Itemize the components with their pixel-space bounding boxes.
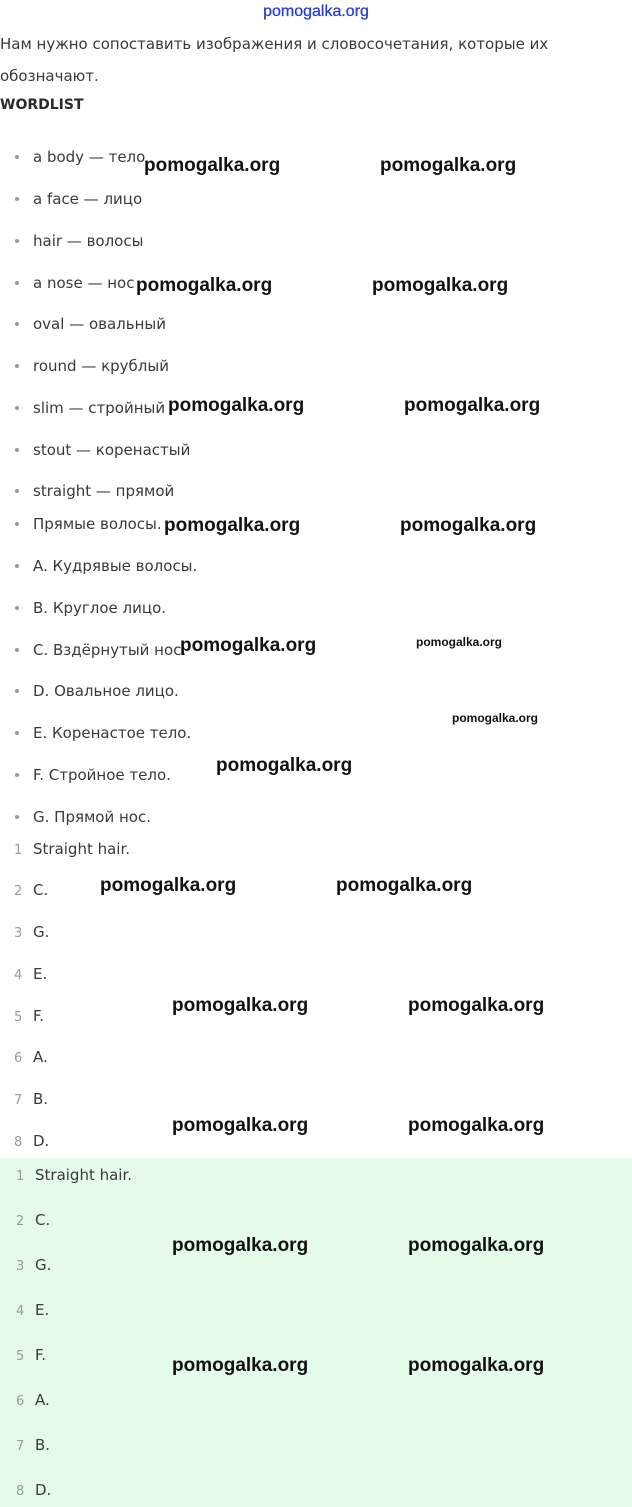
- answer-number: 3: [16, 1259, 25, 1274]
- watermark: pomogalka.org: [172, 1115, 309, 1136]
- list-item: a face — лицо: [33, 185, 142, 213]
- list-item: C. Вздёрнутый нос.: [33, 636, 186, 664]
- bullet-icon: [15, 448, 19, 452]
- answer-row: [0, 1085, 48, 1113]
- watermark: pomogalka.org: [100, 875, 237, 896]
- answer-number: 5: [16, 1349, 25, 1364]
- answer-text: E.: [33, 965, 48, 983]
- watermark: pomogalka.org: [136, 275, 273, 296]
- answer-row: [0, 1043, 48, 1071]
- answer-text: D.: [35, 1481, 52, 1499]
- answer-text: C.: [33, 881, 49, 899]
- answer-number: 4: [14, 968, 23, 983]
- intro-text: [0, 28, 600, 92]
- bullet-icon: [15, 731, 19, 735]
- answer-text: Straight hair.: [35, 1166, 133, 1184]
- watermark: pomogalka.org: [400, 515, 537, 536]
- watermark: pomogalka.org: [180, 635, 317, 656]
- bullet-icon: [15, 239, 19, 243]
- answer-text: C.: [35, 1211, 51, 1229]
- list-item: D. Овальное лицо.: [33, 677, 179, 705]
- bullet-icon: [15, 815, 19, 819]
- answer-number: 5: [14, 1010, 23, 1025]
- bullet-icon: [15, 281, 19, 285]
- bullet-icon: [15, 406, 19, 410]
- answer-text: G.: [35, 1256, 52, 1274]
- answer-number: 7: [14, 1093, 23, 1108]
- answer-row: [0, 1002, 44, 1030]
- list-item: G. Прямой нос.: [33, 803, 151, 831]
- answer-row: [0, 1161, 132, 1189]
- list-item: a body — тело: [33, 143, 145, 171]
- bullet-icon: [15, 773, 19, 777]
- watermark: pomogalka.org: [164, 515, 301, 536]
- watermark: pomogalka.org: [216, 755, 353, 776]
- bullet-icon: [15, 322, 19, 326]
- answer-number: 1: [14, 843, 23, 858]
- watermark: pomogalka.org: [336, 875, 473, 896]
- answer-row: [0, 1251, 51, 1279]
- bullet-icon: [15, 648, 19, 652]
- answer-row: [0, 835, 130, 863]
- answer-row: [0, 1127, 49, 1155]
- list-item: hair — волосы: [33, 227, 143, 255]
- watermark: pomogalka.org: [416, 635, 503, 649]
- answer-number: 8: [16, 1484, 25, 1499]
- watermark: pomogalka.org: [408, 1235, 545, 1256]
- list-item: Прямые волосы.: [33, 510, 162, 538]
- answer-row: [0, 1386, 50, 1414]
- list-item: E. Коренастое тело.: [33, 719, 191, 747]
- bullet-icon: [15, 689, 19, 693]
- answer-number: 7: [16, 1439, 25, 1454]
- watermark: pomogalka.org: [372, 275, 509, 296]
- answer-text: B.: [33, 1090, 49, 1108]
- list-item: a nose — нос: [33, 269, 134, 297]
- answer-number: 8: [14, 1135, 23, 1150]
- list-item: A. Кудрявые волосы.: [33, 552, 197, 580]
- answer-row: [0, 876, 48, 904]
- list-item: B. Круглое лицо.: [33, 594, 166, 622]
- answer-number: 6: [16, 1394, 25, 1409]
- answer-text: F.: [35, 1346, 46, 1364]
- watermark: pomogalka.org: [408, 1115, 545, 1136]
- answer-text: A.: [33, 1048, 48, 1066]
- answer-text: A.: [35, 1391, 50, 1409]
- highlighted-answer-box: [0, 1158, 632, 1507]
- watermark: pomogalka.org: [172, 995, 309, 1016]
- watermark: pomogalka.org: [408, 1355, 545, 1376]
- watermark: pomogalka.org: [380, 155, 517, 176]
- bullet-icon: [15, 364, 19, 368]
- bullet-icon: [15, 606, 19, 610]
- answer-row: [0, 1206, 50, 1234]
- watermark: pomogalka.org: [172, 1355, 309, 1376]
- bullet-icon: [15, 564, 19, 568]
- answer-text: G.: [33, 923, 50, 941]
- list-item: slim — стройный: [33, 394, 165, 422]
- answer-row: [0, 960, 47, 988]
- answer-row: [0, 1431, 50, 1459]
- intro-line-2: обозначают.: [0, 67, 99, 85]
- answer-text: D.: [33, 1132, 50, 1150]
- list-item: F. Стройное тело.: [33, 761, 171, 789]
- watermark: pomogalka.org: [408, 995, 545, 1016]
- answer-number: 3: [14, 926, 23, 941]
- watermark: pomogalka.org: [172, 1235, 309, 1256]
- answer-text: E.: [35, 1301, 50, 1319]
- answer-row: [0, 1341, 46, 1369]
- bullet-icon: [15, 489, 19, 493]
- answer-number: 1: [16, 1169, 25, 1184]
- list-item: round — крублый: [33, 352, 169, 380]
- answer-text: F.: [33, 1007, 44, 1025]
- answer-number: 2: [14, 884, 23, 899]
- watermark: pomogalka.org: [404, 395, 541, 416]
- watermark: pomogalka.org: [144, 155, 281, 176]
- answer-text: Straight hair.: [33, 840, 131, 858]
- watermark: pomogalka.org: [168, 395, 305, 416]
- watermark: pomogalka.org: [452, 711, 539, 725]
- bullet-icon: [15, 155, 19, 159]
- answer-number: 4: [16, 1304, 25, 1319]
- answer-row: [0, 1296, 49, 1324]
- answer-text: B.: [35, 1436, 51, 1454]
- answer-number: 2: [16, 1214, 25, 1229]
- intro-line-1: Нам нужно сопоставить изображения и словосочетания, которые их: [0, 35, 549, 53]
- bullet-icon: [15, 197, 19, 201]
- wordlist-heading: WORDLIST: [0, 97, 84, 113]
- answer-number: 6: [14, 1051, 23, 1066]
- list-item: stout — коренастый: [33, 436, 190, 464]
- answer-row: [0, 1476, 51, 1504]
- list-item: oval — овальный: [33, 310, 166, 338]
- list-item: straight — прямой: [33, 477, 174, 505]
- answer-row: [0, 918, 49, 946]
- bullet-icon: [15, 522, 19, 526]
- site-header-link[interactable]: pomogalka.org: [263, 3, 369, 20]
